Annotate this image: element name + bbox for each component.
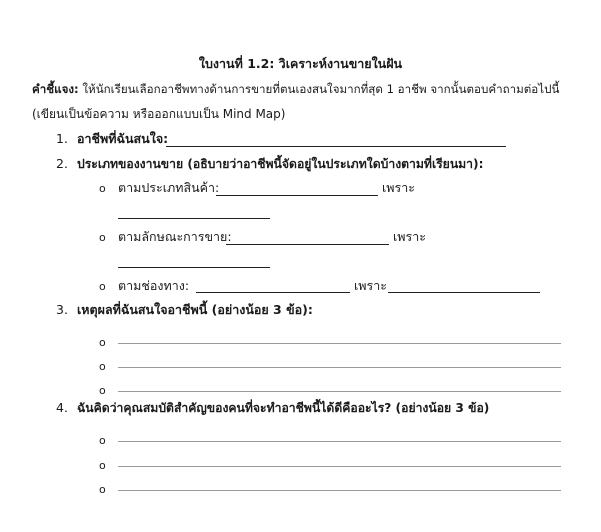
q2-item-1-label: ตามประเภทสินค้า: [118, 180, 220, 195]
q2-label: ประเภทของงานขาย (อธิบายว่าอาชีพนี้จัดอยู่ในประเภทใดบ้างตามที่เรียนมา): [77, 157, 484, 171]
instruction-note: (เขียนเป็นข้อความ หรือออกแบบเป็น Mind Map) [32, 107, 286, 121]
q4-answer-line-2[interactable] [118, 466, 561, 467]
instruction-text: ให้นักเรียนเลือกอาชีพทางด้านการขายที่ตนเองสนใจมากที่สุด 1 อาชีพ จากนั้นตอบคำถามต่อไปนี้ [78, 82, 560, 96]
q2-item-3-because: เพราะ [354, 278, 387, 293]
q2-item-2-bullet: o [99, 231, 106, 244]
q4-label: ฉันคิดว่าคุณสมบัติสำคัญของคนที่จะทำอาชีพนี้ได้ดีคืออะไร? (อย่างน้อย 3 ข้อ) [77, 401, 490, 415]
q2-item-3-reason-line[interactable] [388, 292, 540, 293]
q1-number: 1. [56, 131, 68, 146]
q4-answer-line-3[interactable] [118, 490, 561, 491]
q3-bullet-1: o [99, 336, 106, 349]
q2-item-3-bullet: o [99, 280, 106, 293]
q2-number: 2. [56, 156, 68, 171]
worksheet-title: ใบงานที่ 1.2: วิเคราะห์งานขายในฝัน [198, 56, 403, 71]
q2-item-3-answer-line[interactable] [196, 292, 350, 293]
q2-item-3-label: ตามช่องทาง: [118, 278, 190, 293]
q4-bullet-1: o [99, 434, 106, 447]
q4-bullet-3: o [99, 483, 106, 496]
q2-item-1-because: เพราะ [382, 180, 415, 195]
q2-item-2-reason-line[interactable] [118, 267, 270, 268]
q1-answer-line[interactable] [166, 146, 506, 147]
q1-label: อาชีพที่ฉันสนใจ: [77, 131, 169, 146]
q2-item-1-bullet: o [99, 182, 106, 195]
q3-answer-line-1[interactable] [118, 343, 561, 344]
q3-bullet-2: o [99, 360, 106, 373]
q4-bullet-2: o [99, 459, 106, 472]
q4-answer-line-1[interactable] [118, 441, 561, 442]
instruction-label: คำชี้แจง: [32, 82, 79, 96]
q2-item-1-answer-line[interactable] [216, 195, 378, 196]
q3-answer-line-3[interactable] [118, 391, 561, 392]
q2-item-1-reason-line[interactable] [118, 218, 270, 219]
q3-bullet-3: o [99, 384, 106, 397]
q3-label: เหตุผลที่ฉันสนใจอาชีพนี้ (อย่างน้อย 3 ข้อ): [77, 302, 313, 317]
q2-item-2-answer-line[interactable] [226, 244, 389, 245]
q3-number: 3. [56, 302, 68, 317]
q2-item-2-because: เพราะ [393, 229, 426, 244]
q4-number: 4. [56, 400, 68, 415]
q3-answer-line-2[interactable] [118, 367, 561, 368]
instruction [32, 81, 559, 97]
q2-item-2-label: ตามลักษณะการขาย: [118, 229, 232, 244]
